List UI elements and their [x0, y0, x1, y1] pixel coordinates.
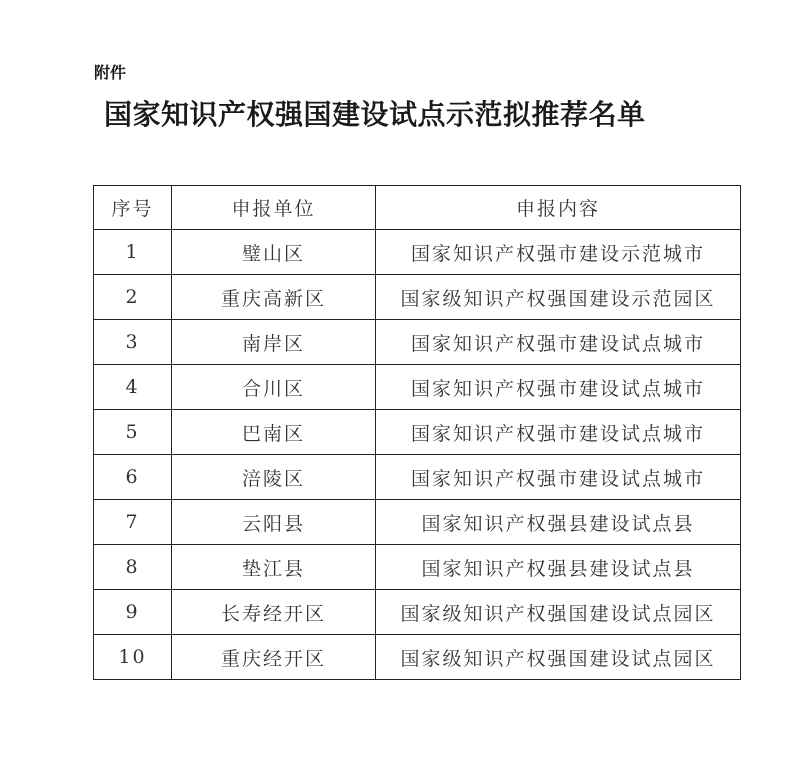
unit-cell: 长寿经开区 — [172, 590, 376, 635]
table-header-row — [94, 186, 741, 230]
seq-cell: 9 — [94, 590, 172, 635]
seq-cell: 8 — [94, 545, 172, 590]
unit-cell: 重庆高新区 — [172, 275, 376, 320]
unit-cell: 云阳县 — [172, 500, 376, 545]
content-cell: 国家知识产权强市建设试点城市 — [376, 365, 741, 410]
unit-cell: 涪陵区 — [172, 455, 376, 500]
header-unit: 申报单位 — [172, 186, 376, 230]
seq-cell: 2 — [94, 275, 172, 320]
seq-cell: 3 — [94, 320, 172, 365]
table-row — [94, 635, 741, 680]
content-cell: 国家知识产权强市建设试点城市 — [376, 455, 741, 500]
content-cell: 国家级知识产权强国建设试点园区 — [376, 590, 741, 635]
unit-cell: 垫江县 — [172, 545, 376, 590]
table-row — [94, 500, 741, 545]
content-cell: 国家知识产权强县建设试点县 — [376, 500, 741, 545]
content-cell: 国家级知识产权强国建设试点园区 — [376, 635, 741, 680]
seq-cell: 6 — [94, 455, 172, 500]
seq-cell: 5 — [94, 410, 172, 455]
content-cell: 国家知识产权强市建设试点城市 — [376, 320, 741, 365]
content-cell: 国家级知识产权强国建设示范园区 — [376, 275, 741, 320]
table-row — [94, 230, 741, 275]
unit-cell: 巴南区 — [172, 410, 376, 455]
unit-cell: 璧山区 — [172, 230, 376, 275]
unit-cell: 南岸区 — [172, 320, 376, 365]
table-row — [94, 545, 741, 590]
table-row — [94, 275, 741, 320]
content-cell: 国家知识产权强县建设试点县 — [376, 545, 741, 590]
seq-cell: 1 — [94, 230, 172, 275]
table-row — [94, 320, 741, 365]
content-cell: 国家知识产权强市建设示范城市 — [376, 230, 741, 275]
content-cell: 国家知识产权强市建设试点城市 — [376, 410, 741, 455]
table-row — [94, 455, 741, 500]
unit-cell: 重庆经开区 — [172, 635, 376, 680]
attachment-label: 附件 — [94, 63, 127, 82]
header-seq: 序号 — [94, 186, 172, 230]
header-content: 申报内容 — [376, 186, 741, 230]
seq-cell: 7 — [94, 500, 172, 545]
page-title: 国家知识产权强国建设试点示范拟推荐名单 — [104, 98, 646, 131]
table-row — [94, 410, 741, 455]
table-row — [94, 590, 741, 635]
recommendation-table — [93, 185, 741, 680]
table-row — [94, 365, 741, 410]
seq-cell: 4 — [94, 365, 172, 410]
unit-cell: 合川区 — [172, 365, 376, 410]
seq-cell: 10 — [94, 635, 172, 680]
